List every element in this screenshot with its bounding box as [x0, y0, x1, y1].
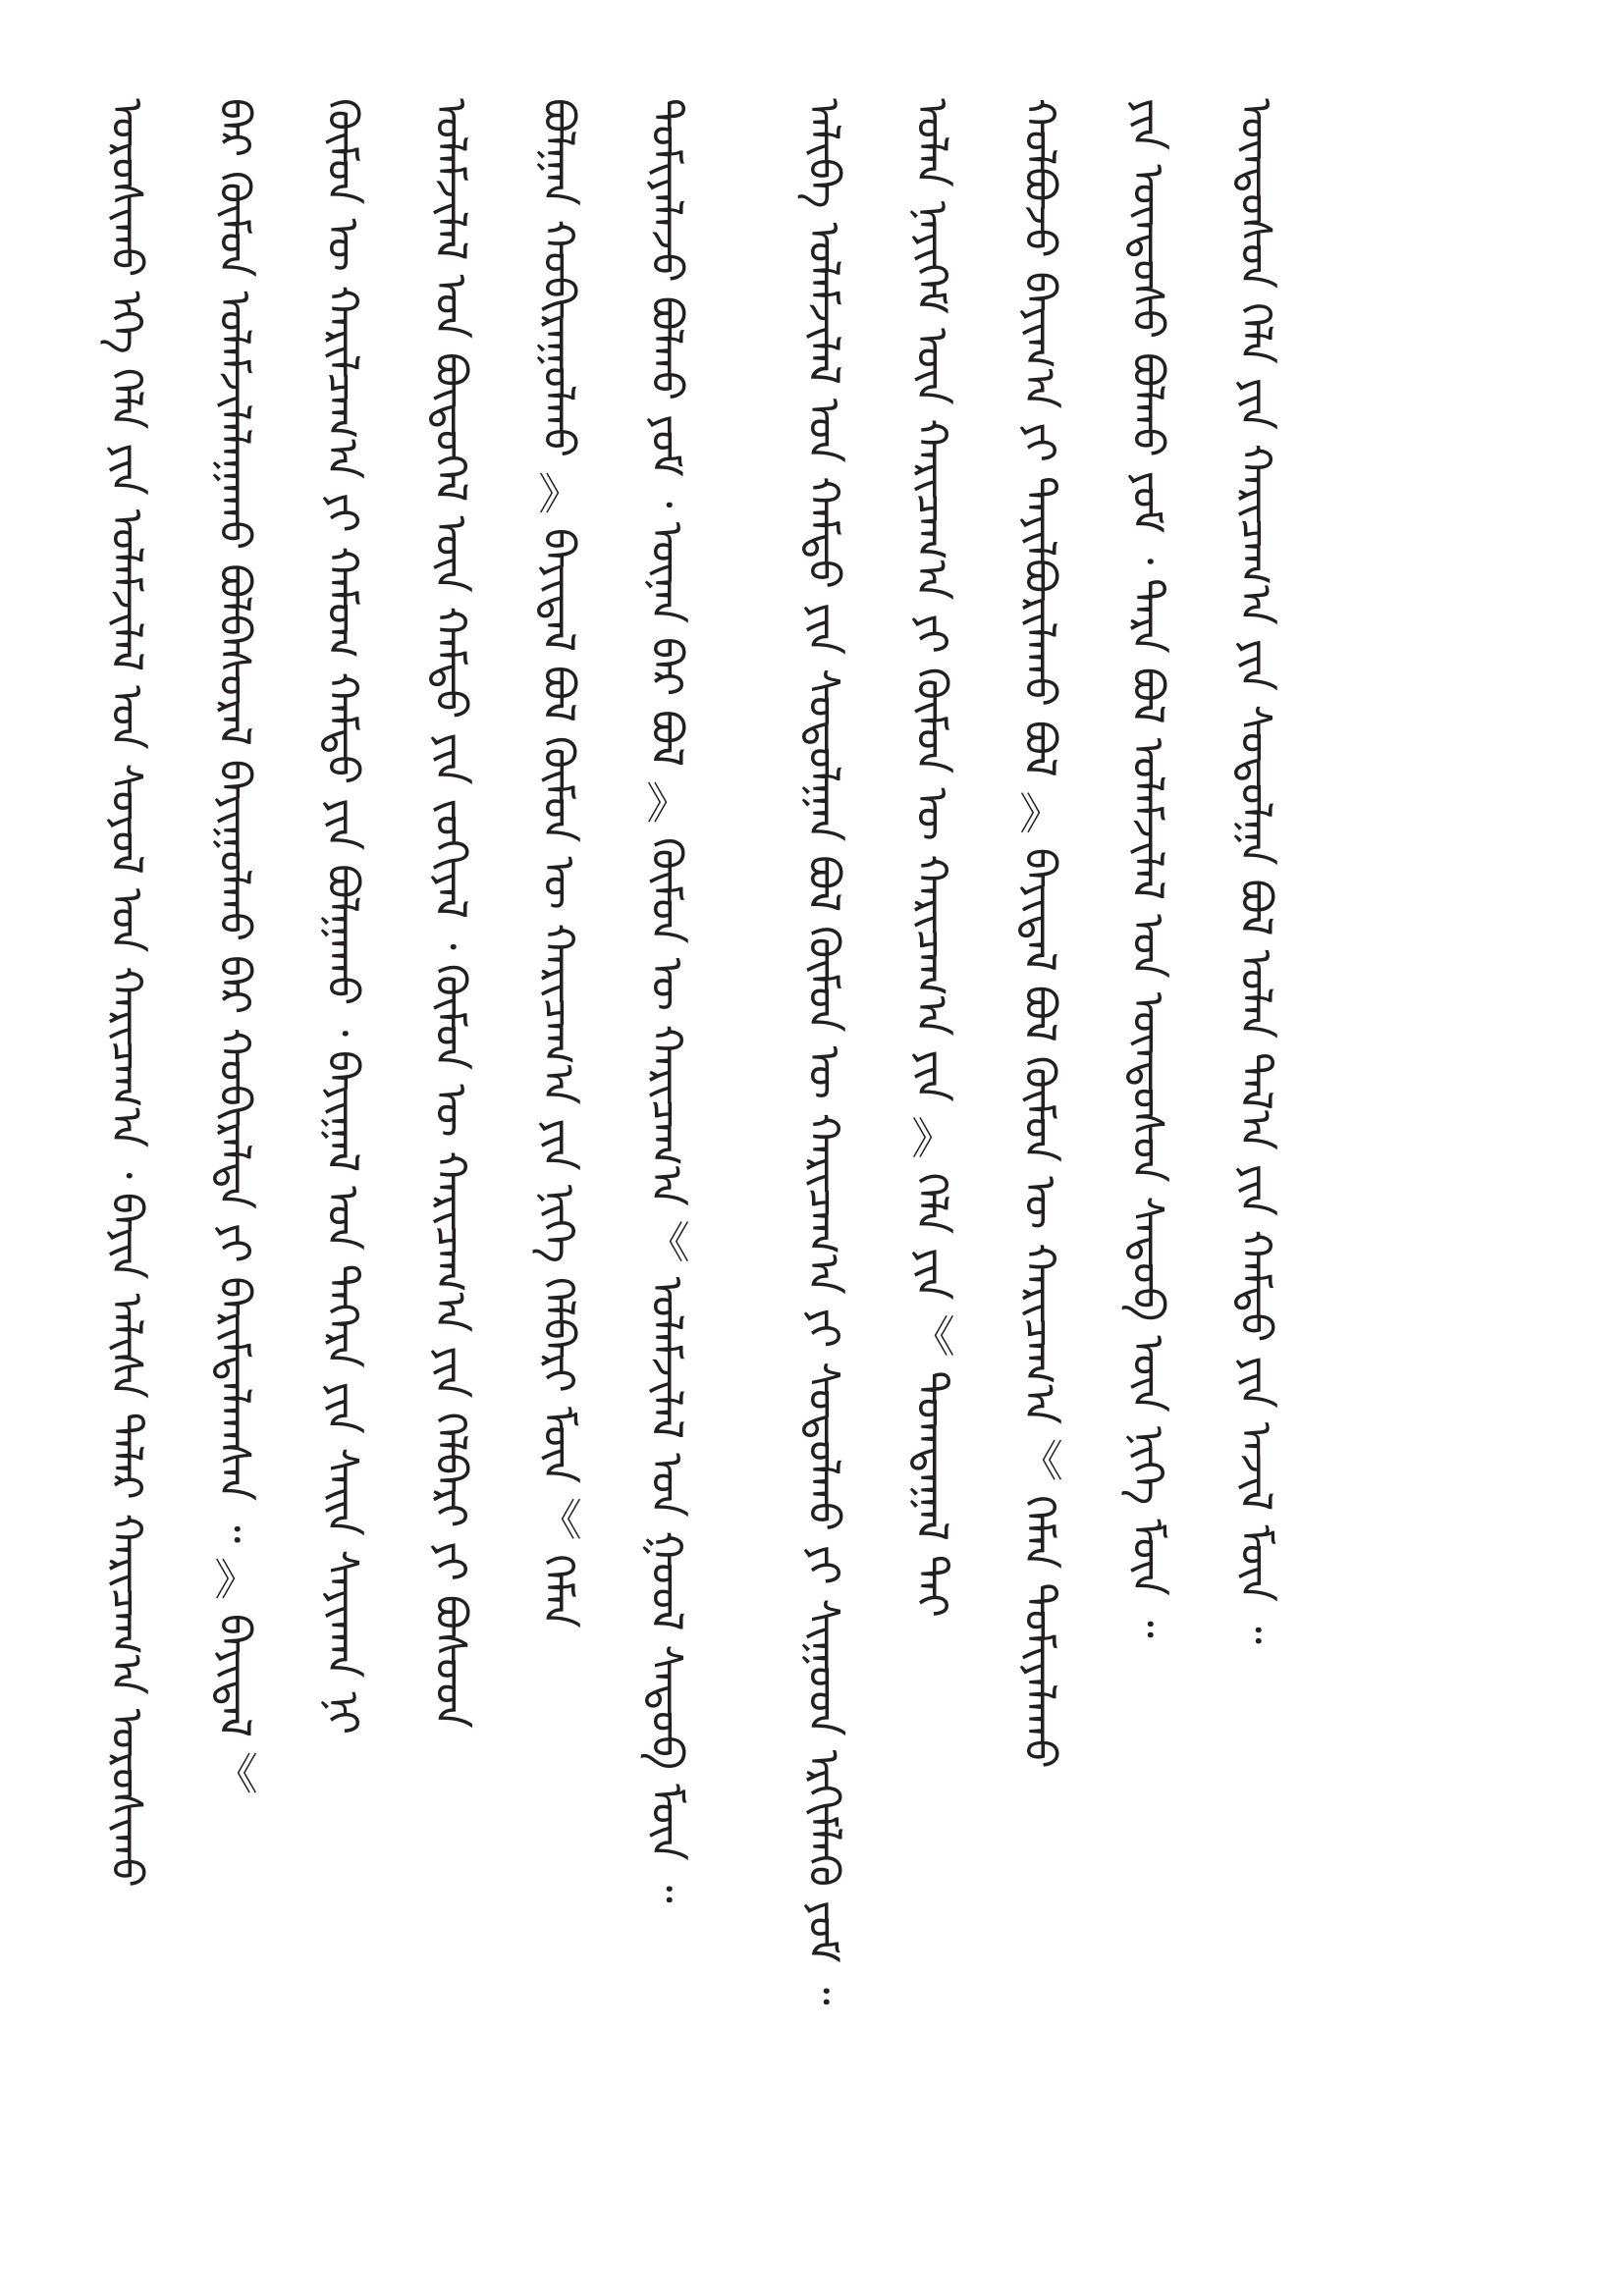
text-column-3: ᠬᠦᠮᠦᠨ ᠦ ᠬᠠᠷᠢᠯᠴᠠᠭ᠎ᠠ ᠶᠢ ᠬᠠᠮᠤᠭ ᠬᠠᠮᠲᠤ ᠶᠢᠨ ᠪᠣᠯᠭᠠᠬᠤ ᠂ ᠪᠠᠶᠢᠭᠠᠯ ᠤᠨ ᠳᠡᠭᠡᠷᠡ ᠶᠢᠨ ᠰᠠᠢᠨ ᠰᠠᠶᠢᠬᠠᠨ ᠨᠢ — [317, 98, 367, 1735]
text-column-7: ᠠᠯᠢᠪᠠ ᠤᠯᠠᠮᠵᠢᠯᠠᠯ ᠤᠨ ᠬᠠᠮᠲᠤ ᠶᠢᠨ ᠰᠤᠳᠤᠯᠭᠠᠨ ᠪᠣᠯ ᠬᠦᠮᠦᠨ ᠦ ᠬᠠᠷᠢᠴᠠᠭ᠎ᠠ ᠶᠢ ᠰᠤᠳᠤᠯᠬᠤ ᠶᠢ ᠰᠢᠭᠤᠳ ᠡᠷᠬᠢᠮᠯᠡᠬᠦ ᠶᠤᠮ ᠃ — [798, 98, 848, 2005]
text-column-11: ᠦᠨᠳᠦᠰᠦᠨ ᠬᠡᠯᠡ ᠶᠢᠨ ᠬᠠᠷᠢᠴᠠᠭ᠎ᠠ ᠶᠢᠨ ᠰᠤᠳᠤᠯᠭᠠ ᠪᠣᠯ ᠣᠯᠠᠨ ᠲᠠᠯ᠎ᠠ ᠶᠢᠨ ᠬᠠᠮᠲᠤ ᠶᠢᠨ ᠠᠵᠢᠯ ᠮᠥᠨ ᠃ — [1230, 98, 1280, 1644]
text-column-1: ᠣᠷᠣᠰᠢᠬᠤ ᠡᠬᠡ ᠬᠡᠯᠡ ᠶᠢᠨ ᠤᠯᠠᠮᠵᠢᠯᠠᠯ ᠤᠨ ᠰᠣᠶᠣᠯ ᠤᠨ ᠬᠠᠷᠢᠴᠠᠭ᠎ᠠ ᠂ ᠪᠠᠶᠢᠨ ᠠᠯᠢᠰᠠ ᠲᠠᠯᠠᠷ ᠬᠠᠷᠢᠴᠠᠭ᠎ᠠ ᠣᠷᠣᠰᠢᠬᠤ — [101, 98, 151, 1888]
text-column-6: ᠲᠣᠮᠢᠶᠠᠯᠠᠵᠤ ᠪᠣᠯᠬᠤ ᠶᠤᠮ ᠂ ᠦᠨᠡᠨ ᠪᠡᠷ ᠪᠣᠯ ︽ ᠬᠦᠮᠦᠨ ᠦ ᠬᠠᠷᠢᠴᠠᠭ᠎ᠠ ︾ ᠤᠯᠠᠮᠵᠢᠯᠠᠯ ᠤᠨ ᠭᠣᠣᠯ ᠰᠡᠳᠦᠪ ᠮᠥᠨ ᠃ — [641, 98, 691, 1903]
text-column-4: ᠤᠯᠠᠮᠵᠢᠯᠠᠯ ᠤᠨ ᠪᠦᠲᠦᠭᠡᠯ ᠦᠨ ᠬᠠᠮᠲᠤ ᠶᠢᠨ ᠵᠣᠬᠢᠶᠠᠯ ᠂ ᠬᠦᠮᠦᠨ ᠦ ᠬᠠᠷᠢᠴᠠᠭ᠎ᠠ ᠶᠢᠨ ᠬᠡᠯᠪᠡᠷᠢ ᠶᠢ ᠪᠤᠰᠤᠳ — [425, 98, 475, 1729]
text-column-9: ᠬᠣᠯᠪᠣᠵᠤ ᠪᠠᠶᠢᠭ᠎ᠠ ᠶᠢ ᠲᠠᠶᠢᠯᠪᠤᠷᠢᠯᠠᠬᠤ ᠪᠣᠯ ︽ ᠪᠠᠶᠢᠳᠠᠯ ᠪᠣᠯ ᠬᠦᠮᠦᠨ ᠦ ᠬᠠᠷᠢᠴᠠᠭ᠎ᠠ ︾ ᠬᠡᠮᠡᠨ ᠲᠣᠮᠢᠶᠠᠯᠠᠬᠤ — [1014, 98, 1064, 1769]
text-column-2: ᠪᠡᠷ ᠬᠦᠮᠦᠨ ᠤᠯᠠᠮᠵᠢᠯᠠᠯᠠᠭᠠᠬᠤ ᠪᠣᠯᠪᠠᠰᠤᠷᠠᠯ ᠪᠠᠶᠢᠭᠤᠯᠬᠤ ᠪᠡᠷ ᠬᠤᠪᠢᠷᠠᠯᠲᠠ ᠶᠢ ᠪᠠᠷᠢᠮᠲᠠᠯᠠᠭᠰᠠᠨ ᠃ ︽ ᠪᠠᠶᠢᠳᠠᠯ ︾ — [209, 98, 259, 1794]
text-column-8: ᠣᠯᠠᠨ ᠨᠡᠶᠢᠭᠡᠮ ᠦᠨ ᠬᠠᠷᠢᠴᠠᠭ᠎ᠠ ᠶᠢ ᠬᠦᠮᠦᠨ ᠦ ᠬᠠᠷᠢᠴᠠᠭ᠎ᠠ ᠶᠢᠨ ︽ ᠬᠡᠯᠡ ᠶᠢᠨ ︾ ᠲᠣᠭᠲᠠᠭᠠᠯ ᠲᠠᠢ — [906, 98, 956, 1618]
text-column-5: ᠪᠣᠯᠭᠠᠨ ᠬᠤᠪᠢᠷᠠᠭᠤᠯᠬᠤ ︽ ᠪᠠᠶᠢᠳᠠᠯ ᠪᠣᠯ ᠬᠦᠮᠦᠨ ᠦ ᠬᠠᠷᠢᠴᠠᠭ᠎ᠠ ᠶᠢᠨ ᠨᠢᠭᠡ ᠬᠡᠯᠪᠡᠷᠢ ᠮᠥᠨ ︾ ᠬᠡᠮᠡᠨ — [533, 98, 583, 1629]
text-column-10: ᠶᠢᠨ ᠦᠨᠳᠦᠰᠦ ᠪᠣᠯᠬᠤ ᠶᠤᠮ ᠂ ᠲᠡᠷᠡ ᠪᠣᠯ ᠤᠯᠠᠮᠵᠢᠯᠠᠯ ᠤᠨ ᠦᠨᠳᠦᠰᠦᠨ ᠰᠡᠳᠦᠪ ᠦᠨ ᠨᠢᠭᠡ ᠮᠥᠨ ᠃ — [1122, 98, 1172, 1638]
